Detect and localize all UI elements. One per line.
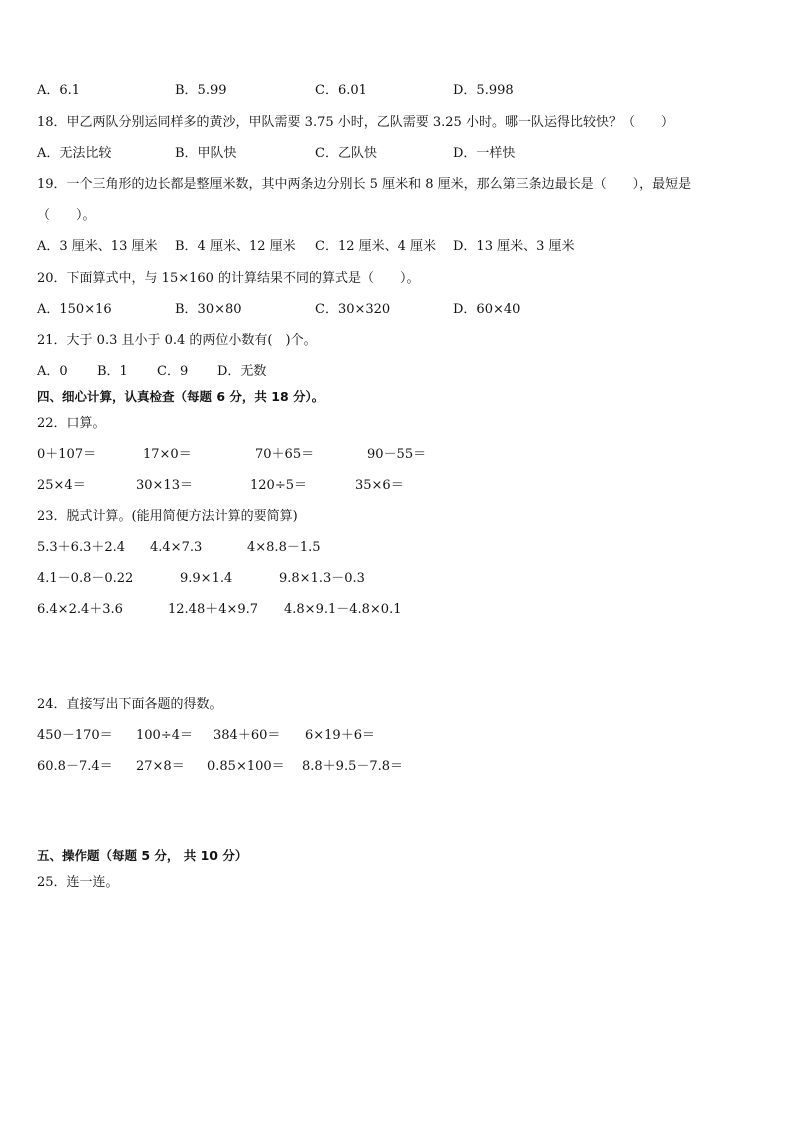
q24-expr: 8.8＋9.5－7.8＝ [302,759,404,774]
q24-expr: 6×19＋6＝ [305,728,375,743]
q24-stem: 24．直接写出下面各题的得数。 [37,697,223,712]
q23-expr: 12.48＋4×9.7 [168,602,259,617]
q21-option-a: A．0 [37,364,68,379]
q19-stem-line1: 19．一个三角形的边长都是整厘米数，其中两条边分别长 5 厘米和 8 厘米，那么第三条边最长是（ ），最短是 [37,177,692,192]
q24-expr: 100÷4＝ [136,728,193,743]
q20-stem: 20．下面算式中，与 15×160 的计算结果不同的算式是（ ）。 [37,271,420,286]
q23-expr: 4.8×9.1－4.8×0.1 [284,602,402,617]
q19-option-d: D．13 厘米、3 厘米 [453,239,575,254]
q24-expr: 450－170＝ [37,728,113,743]
q23-expr: 6.4×2.4＋3.6 [37,602,123,617]
q23-expr: 9.9×1.4 [180,571,233,586]
q22-expr: 25×4＝ [37,478,86,493]
q20-option-d: D．60×40 [453,302,521,317]
q22-expr: 17×0＝ [143,447,192,462]
section-5-title: 五、操作题（每题 5 分， 共 10 分） [37,848,248,863]
q18-option-c: C．乙队快 [315,146,377,161]
q22-expr: 90－55＝ [367,447,427,462]
q19-option-c: C．12 厘米、4 厘米 [315,239,437,254]
q18-stem: 18．甲乙两队分别运同样多的黄沙，甲队需要 3.75 小时，乙队需要 3.25 小时。哪一队运得比较快？（ ） [37,115,674,130]
q23-expr: 9.8×1.3－0.3 [279,571,365,586]
q19-stem-line2: （ ）。 [37,208,96,223]
q19-option-a: A．3 厘米、13 厘米 [37,239,158,254]
q20-option-c: C．30×320 [315,302,391,317]
q22-expr: 35×6＝ [355,478,404,493]
q18-option-d: D．一样快 [453,146,516,161]
q24-expr: 0.85×100＝ [207,759,285,774]
q23-stem: 23．脱式计算。(能用简便方法计算的要简算) [37,509,298,524]
q23-expr: 4×8.8－1.5 [247,540,321,555]
q21-option-b: B．1 [97,364,128,379]
q25-stem: 25．连一连。 [37,875,119,890]
q19-option-b: B．4 厘米、12 厘米 [175,239,296,254]
q18-option-b: B．甲队快 [175,146,237,161]
q24-expr: 27×8＝ [136,759,185,774]
q24-expr: 384＋60＝ [213,728,281,743]
q24-expr: 60.8－7.4＝ [37,759,113,774]
q20-option-b: B．30×80 [175,302,242,317]
q22-expr: 0＋107＝ [37,447,97,462]
q20-option-a: A．150×16 [37,302,112,317]
q17-option-c: C．6.01 [315,83,367,98]
q21-option-d: D．无数 [217,364,267,379]
q17-option-a: A．6.1 [37,83,81,98]
q22-expr: 30×13＝ [136,478,193,493]
q22-stem: 22．口算。 [37,416,106,431]
q17-option-d: D．5.998 [453,83,514,98]
q22-expr: 120÷5＝ [250,478,307,493]
section-4-title: 四、细心计算，认真检查（每题 6 分，共 18 分）。 [37,389,325,404]
q23-expr: 4.1－0.8－0.22 [37,571,134,586]
q23-expr: 5.3＋6.3＋2.4 [37,540,126,555]
q17-option-b: B．5.99 [175,83,227,98]
q23-expr: 4.4×7.3 [150,540,203,555]
q21-stem: 21．大于 0.3 且小于 0.4 的两位小数有( )个。 [37,333,317,348]
q22-expr: 70＋65＝ [255,447,315,462]
q21-option-c: C．9 [157,364,189,379]
q18-option-a: A．无法比较 [37,146,112,161]
